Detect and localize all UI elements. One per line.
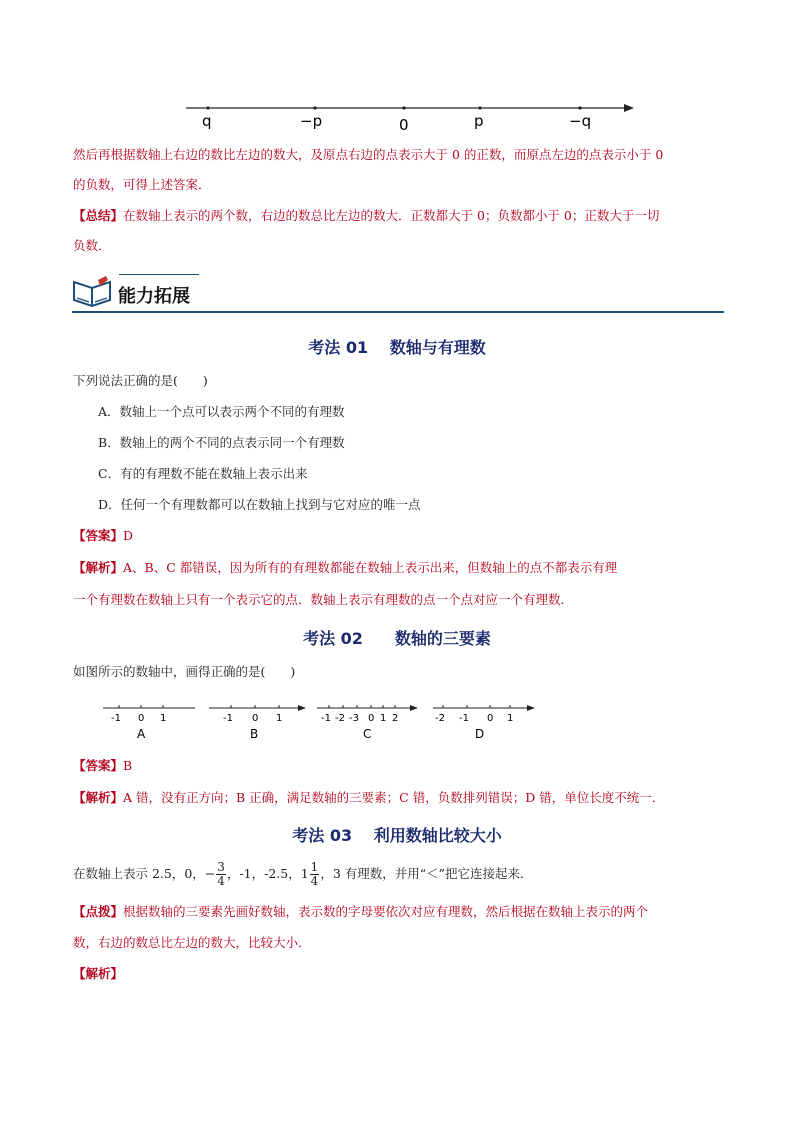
- analysis-text: A 错，没有正方向；B 正确，满足数轴的三要素；C 错，负数排列错误；D 错，单位长度不统一．: [123, 790, 665, 805]
- axis-arrow: [624, 104, 634, 112]
- tick-label: -1: [459, 713, 469, 724]
- tick-label: -2: [335, 713, 345, 724]
- summary-tag: 【总结】: [73, 208, 124, 223]
- answer-tag: 【答案】: [73, 758, 124, 773]
- method1-answer: [73, 527, 133, 545]
- axis-label: 0: [399, 116, 409, 134]
- frac-numerator: 3: [217, 860, 225, 874]
- hint-text: 根据数轴的三要素先画好数轴，表示数的字母要依次对应有理数，然后根据在数轴上表示的两个: [123, 904, 649, 919]
- method1-title: 考法 01 数轴与有理数: [308, 338, 486, 357]
- frac-numerator: 1: [310, 860, 319, 874]
- hint-tag: 【点拨】: [73, 904, 124, 919]
- method1-option-b: B．数轴上的两个不同的点表示同一个有理数: [98, 435, 345, 450]
- frac-denominator: 4: [217, 874, 225, 888]
- point-zero: [402, 106, 405, 109]
- tick-label: -2: [435, 713, 445, 724]
- book-icon: [72, 276, 114, 310]
- axis-option-a: [103, 705, 195, 741]
- tick-label: 0: [252, 713, 259, 724]
- method3-hint-1: [73, 903, 648, 921]
- method1-analysis-2: 一个有理数在数轴上只有一个表示它的点．数轴上表示有理数的点一个点对应一个有理数．: [73, 592, 574, 607]
- tick-label: -1: [111, 713, 121, 724]
- tick-label: 1: [160, 713, 167, 724]
- tick-label: -1: [223, 713, 233, 724]
- axis-letter: B: [250, 727, 259, 741]
- point-p: [478, 106, 481, 109]
- analysis-text: A、B、C 都错误，因为所有的有理数都能在数轴上表示出来，但数轴上的点不都表示有理: [123, 560, 618, 575]
- axis-letter: C: [363, 727, 372, 741]
- axis-option-b: [209, 705, 306, 741]
- answer-value: D: [123, 528, 134, 543]
- answer-value: B: [123, 758, 133, 773]
- method1-option-d: D．任何一个有理数都可以在数轴上找到与它对应的唯一点: [98, 497, 421, 512]
- fraction-one-quarter: [310, 861, 320, 888]
- mixed-whole: 1: [300, 866, 309, 881]
- method3-analysis: [73, 965, 123, 983]
- tick-label: 0: [487, 713, 494, 724]
- fraction-three-quarters: [216, 861, 226, 888]
- method3-question: [73, 852, 533, 896]
- frac-sign: −: [204, 866, 216, 881]
- point-q: [206, 106, 209, 109]
- answer-tag: 【答案】: [73, 528, 124, 543]
- analysis-tag: 【解析】: [73, 790, 124, 805]
- method2-question: 如图所示的数轴中，画得正确的是( ): [73, 664, 296, 679]
- axis-label: q: [202, 112, 212, 130]
- tick-label: 1: [380, 713, 387, 724]
- method3-title: 考法 03 利用数轴比较大小: [292, 826, 502, 845]
- tick-label: 1: [507, 713, 514, 724]
- axis-label: −q: [569, 112, 592, 130]
- question-prefix: 在数轴上表示 2.5，0，: [73, 866, 205, 881]
- tick-label: 1: [276, 713, 283, 724]
- tick-label: 0: [368, 713, 375, 724]
- method1-analysis-1: [73, 559, 617, 577]
- method2-answer: [73, 757, 132, 775]
- axis-letter: A: [137, 727, 146, 741]
- method1-question: 下列说法正确的是( ): [73, 373, 208, 388]
- question-mid: ，-1，-2.5，: [226, 866, 301, 881]
- axis-letter: D: [475, 727, 485, 741]
- top-number-line: [180, 96, 640, 136]
- method2-analysis: [73, 789, 664, 807]
- method1-option-c: C．有的有理数不能在数轴上表示出来: [98, 466, 308, 481]
- intro-line-1: 然后再根据数轴上右边的数比左边的数大，及原点右边的点表示大于 0 的正数，而原点左边的点表示小于 0: [73, 147, 664, 162]
- title-overline: [119, 274, 199, 275]
- method2-title: 考法 02 数轴的三要素: [303, 629, 491, 648]
- tick-label: -3: [349, 713, 359, 724]
- point-neg-p: [313, 106, 316, 109]
- question-suffix: ，3 有理数，并用“＜”把它连接起来．: [320, 866, 533, 881]
- section-rule: [72, 311, 724, 313]
- frac-denominator: 4: [310, 874, 319, 888]
- intro-line-2: 的负数，可得上述答案．: [73, 177, 211, 192]
- point-neg-q: [578, 106, 581, 109]
- summary-text: 在数轴上表示的两个数，右边的数总比左边的数大．正数都大于 0；负数都小于 0；正数大于一切: [123, 208, 660, 223]
- section-title: 能力拓展: [118, 286, 190, 307]
- summary-line-1: [73, 207, 659, 225]
- method3-hint-2: 数，右边的数总比左边的数大，比较大小．: [73, 935, 311, 950]
- analysis-tag: 【解析】: [73, 560, 124, 575]
- method1-option-a: A．数轴上一个点可以表示两个不同的有理数: [98, 404, 345, 419]
- axis-option-d: [433, 705, 535, 741]
- axis-label: p: [474, 112, 484, 130]
- tick-label: 2: [392, 713, 399, 724]
- section-header: [72, 272, 724, 314]
- summary-line-2: 负数．: [73, 238, 111, 253]
- analysis-tag: 【解析】: [73, 966, 124, 981]
- tick-label: -1: [321, 713, 331, 724]
- axes-figure: [95, 700, 545, 742]
- tick-label: 0: [138, 713, 145, 724]
- axis-option-c: [317, 705, 418, 741]
- axis-label: −p: [300, 112, 323, 130]
